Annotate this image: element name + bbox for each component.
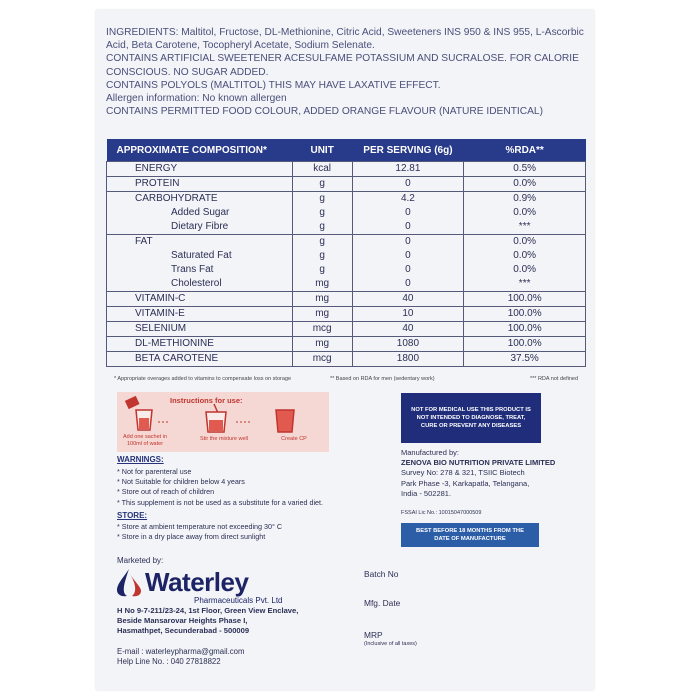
table-row bbox=[107, 235, 586, 250]
row-name: SELENIUM bbox=[107, 322, 293, 337]
mrp-note: (Inclusive of all taxes) bbox=[364, 641, 417, 647]
instructions-title: Instructions for use: bbox=[170, 396, 243, 405]
list-item: * Store at ambient temperature not exceeding 30° C bbox=[117, 522, 283, 531]
header-per-serving: PER SERVING (6g) bbox=[352, 139, 464, 162]
best-before-box bbox=[401, 523, 539, 547]
row-rda: 100.0% bbox=[464, 307, 586, 322]
row-rda: 0.9% bbox=[464, 192, 586, 207]
sachet-pour-icon bbox=[125, 396, 152, 430]
row-name: BETA CAROTENE bbox=[107, 352, 293, 367]
row-value: 0 bbox=[352, 220, 464, 235]
table-row bbox=[107, 307, 586, 322]
marketer-address bbox=[117, 606, 298, 636]
row-name: VITAMIN-C bbox=[107, 292, 293, 307]
batch-no-label: Batch No bbox=[364, 569, 399, 579]
ingredients-text: INGREDIENTS: Maltitol, Fructose, DL-Methionine, Citric Acid, Sweeteners INS 950 & INS 955, L-Ascorbic Acid, Beta Carotene, Tocopheryl Acetate, Sodium Selenate. bbox=[106, 27, 584, 52]
row-name: Cholesterol bbox=[107, 277, 293, 292]
row-unit: mcg bbox=[292, 322, 352, 337]
row-unit: mg bbox=[292, 277, 352, 292]
row-name: VITAMIN-E bbox=[107, 307, 293, 322]
row-unit: mg bbox=[292, 292, 352, 307]
row-name: Dietary Fibre bbox=[107, 220, 293, 235]
footnote-overages: * Appropriate overages added to vitamins to compensate loss on storage bbox=[114, 376, 292, 382]
warnings-title: WARNINGS: bbox=[117, 455, 164, 464]
row-unit: g bbox=[292, 235, 352, 250]
medical-notice-text: NOT FOR MEDICAL USE THIS PRODUCT IS NOT INTENDED TO DIAGNOSE, TREAT, CURE OR PREVENT ANY DISEASES bbox=[411, 407, 531, 429]
row-unit: g bbox=[292, 249, 352, 263]
row-rda: 0.0% bbox=[464, 235, 586, 250]
step-1-label: Add one sachet in 100ml of water bbox=[122, 434, 168, 447]
table-row bbox=[107, 352, 586, 367]
drink-glass-icon bbox=[276, 410, 294, 432]
row-unit: g bbox=[292, 177, 352, 192]
footnote-rda-undefined: *** RDA not defined bbox=[530, 376, 579, 382]
row-rda: 0.0% bbox=[464, 206, 586, 220]
row-rda: 0.0% bbox=[464, 177, 586, 192]
marketer-contact bbox=[117, 647, 245, 667]
row-unit: g bbox=[292, 206, 352, 220]
row-value: 0 bbox=[352, 249, 464, 263]
manufacturer-label: Manufactured by: bbox=[401, 448, 459, 457]
mfg-date-label: Mfg. Date bbox=[364, 598, 401, 608]
row-name: CARBOHYDRATE bbox=[107, 192, 293, 207]
row-unit: g bbox=[292, 220, 352, 235]
row-rda: *** bbox=[464, 220, 586, 235]
list-item: * Not Suitable for children below 4 years bbox=[117, 477, 245, 487]
table-row bbox=[107, 206, 586, 220]
row-value: 4.2 bbox=[352, 192, 464, 207]
row-value: 0 bbox=[352, 263, 464, 277]
row-rda: 100.0% bbox=[464, 322, 586, 337]
instructions-illustration bbox=[118, 396, 328, 436]
table-row bbox=[107, 337, 586, 352]
header-composition: APPROXIMATE COMPOSITION* bbox=[107, 139, 293, 162]
row-name: ENERGY bbox=[107, 162, 293, 177]
row-rda: 100.0% bbox=[464, 337, 586, 352]
row-value: 10 bbox=[352, 307, 464, 322]
marketer-address-3: Hasmathpet, Secunderabad - 500009 bbox=[117, 626, 250, 635]
header-unit: UNIT bbox=[292, 139, 352, 162]
ingredients-block bbox=[106, 26, 586, 118]
brand-name: Waterley bbox=[145, 567, 249, 597]
row-value: 40 bbox=[352, 322, 464, 337]
step-3-label: Create CP bbox=[281, 436, 307, 442]
list-item: * This supplement is not be used as a substitute for a varied diet. bbox=[117, 497, 324, 507]
row-unit: g bbox=[292, 263, 352, 277]
table-row bbox=[107, 177, 586, 192]
marketer-address-1: H No 9-7-211/23-24, 1st Floor, Green View Enclave, bbox=[117, 606, 299, 615]
row-rda: 37.5% bbox=[464, 352, 586, 367]
row-name: PROTEIN bbox=[107, 177, 293, 192]
marketer-label: Marketed by: bbox=[117, 556, 164, 565]
row-value: 1800 bbox=[352, 352, 464, 367]
polyol-notice: CONTAINS POLYOLS (MALTITOL) THIS MAY HAVE LAXATIVE EFFECT. bbox=[106, 79, 441, 91]
table-row bbox=[107, 220, 586, 235]
table-row bbox=[107, 277, 586, 292]
row-unit: mcg bbox=[292, 352, 352, 367]
manufacturer-address-3: India - 502281. bbox=[401, 488, 452, 498]
row-value: 0 bbox=[352, 235, 464, 250]
warnings-list bbox=[117, 467, 323, 508]
manufacturer-address-2: Park Phase -3, Karkapatla, Telangana, bbox=[401, 478, 530, 488]
list-item: * Store in a dry place away from direct sunlight bbox=[117, 532, 266, 542]
medical-notice-box bbox=[401, 393, 541, 443]
mrp-label: MRP bbox=[364, 630, 383, 640]
nutrition-table bbox=[106, 139, 586, 367]
row-unit: mg bbox=[292, 337, 352, 352]
row-unit: mg bbox=[292, 307, 352, 322]
manufacturer-name: ZENOVA BIO NUTRITION PRIVATE LIMITED bbox=[401, 458, 556, 468]
stir-glass-icon bbox=[206, 404, 226, 432]
row-rda: 100.0% bbox=[464, 292, 586, 307]
table-row bbox=[107, 292, 586, 307]
sweetener-notice: CONTAINS ARTIFICIAL SWEETENER ACESULFAME POTASSIUM AND SUCRALOSE. FOR CALORIE CONSCIOUS. NO SUGAR ADDED. bbox=[106, 53, 579, 78]
footnote-rda-basis: ** Based on RDA for men (sedentary work) bbox=[330, 376, 435, 382]
row-value: 1080 bbox=[352, 337, 464, 352]
row-value: 0 bbox=[352, 277, 464, 292]
best-before-text: BEST BEFORE 18 MONTHS FROM THE DATE OF MANUFACTURE bbox=[416, 528, 524, 542]
marketer-helpline: Help Line No. : 040 27818822 bbox=[117, 657, 221, 666]
row-value: 12.81 bbox=[352, 162, 464, 177]
marketer-address-2: Beside Mansarovar Heights Phase I, bbox=[117, 616, 248, 625]
list-item: * Not for parenteral use bbox=[117, 467, 192, 476]
manufacturer-address-1: Survey No: 278 & 321, TSIIC Biotech bbox=[401, 468, 525, 478]
row-name: Saturated Fat bbox=[107, 249, 293, 263]
row-rda: 0.0% bbox=[464, 263, 586, 277]
step-2-label: Stir the mixture well bbox=[200, 436, 248, 442]
row-value: 0 bbox=[352, 206, 464, 220]
store-list bbox=[117, 522, 282, 542]
header-rda: %RDA** bbox=[464, 139, 586, 162]
row-name: DL-METHIONINE bbox=[107, 337, 293, 352]
brand-subtitle: Pharmaceuticals Pvt. Ltd bbox=[194, 596, 283, 605]
row-unit: kcal bbox=[292, 162, 352, 177]
table-row bbox=[107, 192, 586, 207]
row-value: 0 bbox=[352, 177, 464, 192]
fssai-number: FSSAI Lic No.: 10015047000509 bbox=[401, 510, 482, 516]
table-row bbox=[107, 322, 586, 337]
table-row bbox=[107, 263, 586, 277]
row-name: Added Sugar bbox=[107, 206, 293, 220]
list-item: * Store out of reach of children bbox=[117, 487, 215, 497]
row-value: 40 bbox=[352, 292, 464, 307]
colour-notice: CONTAINS PERMITTED FOOD COLOUR, ADDED ORANGE FLAVOUR (NATURE IDENTICAL) bbox=[106, 106, 543, 118]
marketer-email: E-mail : waterleypharma@gmail.com bbox=[117, 647, 245, 656]
row-unit: g bbox=[292, 192, 352, 207]
row-rda: 0.5% bbox=[464, 162, 586, 177]
row-name: FAT bbox=[107, 235, 293, 250]
allergen-info: Allergen information: No known allergen bbox=[106, 93, 287, 105]
table-header-row bbox=[107, 139, 586, 162]
row-rda: 0.0% bbox=[464, 249, 586, 263]
waterley-logo-icon bbox=[113, 568, 145, 598]
manufacturer-block bbox=[401, 448, 555, 499]
row-rda: *** bbox=[464, 277, 586, 292]
table-row bbox=[107, 249, 586, 263]
table-row bbox=[107, 162, 586, 177]
store-title: STORE: bbox=[117, 511, 148, 520]
row-name: Trans Fat bbox=[107, 263, 293, 277]
